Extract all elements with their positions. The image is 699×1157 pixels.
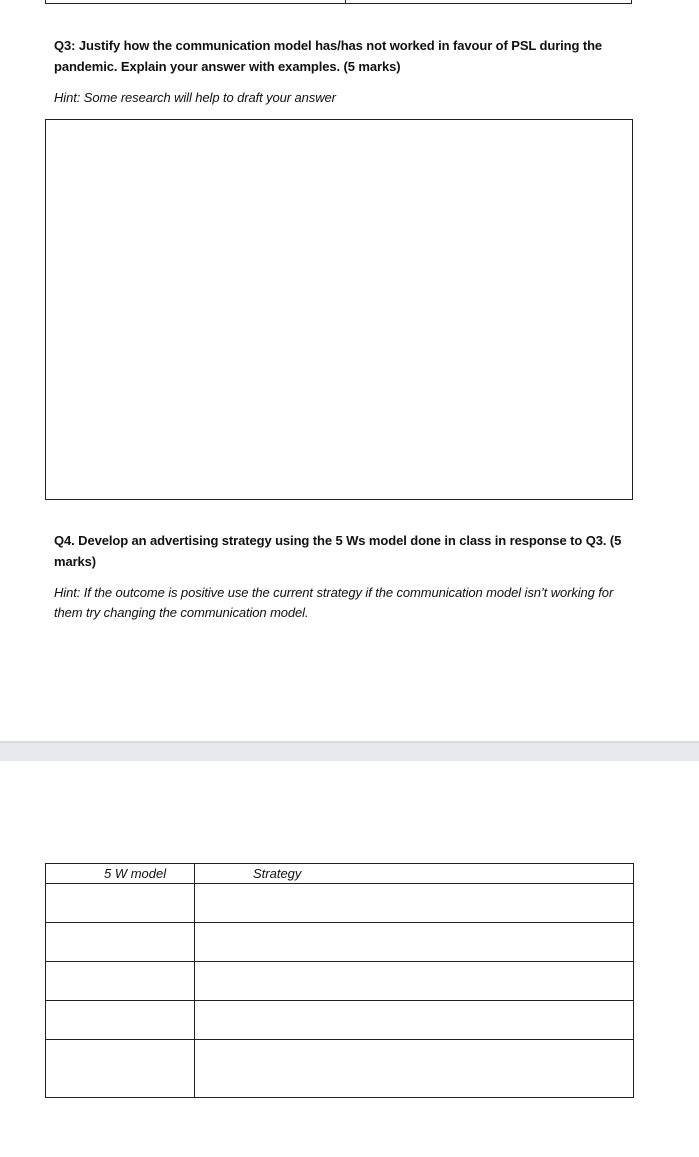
q3-answer-box[interactable] — [45, 119, 633, 500]
q4-hint: Hint: If the outcome is positive use the current strategy if the communication model isn’t working for them try changing the communication model. — [54, 585, 614, 620]
table-row — [46, 962, 634, 1001]
previous-table-bottom-edge — [45, 0, 632, 4]
table-cell-model[interactable] — [46, 1001, 195, 1040]
table-cell-model[interactable] — [46, 923, 195, 962]
strategy-table-header-row — [46, 864, 634, 884]
q4-question: Q4. Develop an advertising strategy using the 5 Ws model done in class in response to Q3. (5 marks) — [54, 533, 622, 569]
q3-hint: Hint: Some research will help to draft your answer — [54, 90, 336, 105]
header-strategy: Strategy — [195, 864, 634, 884]
table-row — [46, 1040, 634, 1098]
table-cell-model[interactable] — [46, 884, 195, 923]
strategy-table — [45, 863, 634, 1098]
previous-table-divider — [345, 0, 346, 4]
q3-question: Q3: Justify how the communication model has/has not worked in favour of PSL during the pandemic. Explain your answer with examples. (5 marks) — [54, 38, 603, 74]
table-cell-strategy[interactable] — [195, 1040, 634, 1098]
page-break — [0, 741, 699, 761]
table-cell-model[interactable] — [46, 962, 195, 1001]
header-5w-model: 5 W model — [46, 864, 195, 884]
table-cell-strategy[interactable] — [195, 923, 634, 962]
table-cell-strategy[interactable] — [195, 1001, 634, 1040]
table-cell-strategy[interactable] — [195, 962, 634, 1001]
table-cell-model[interactable] — [46, 1040, 195, 1098]
table-row — [46, 884, 634, 923]
table-cell-strategy[interactable] — [195, 884, 634, 923]
table-row — [46, 1001, 634, 1040]
table-row — [46, 923, 634, 962]
